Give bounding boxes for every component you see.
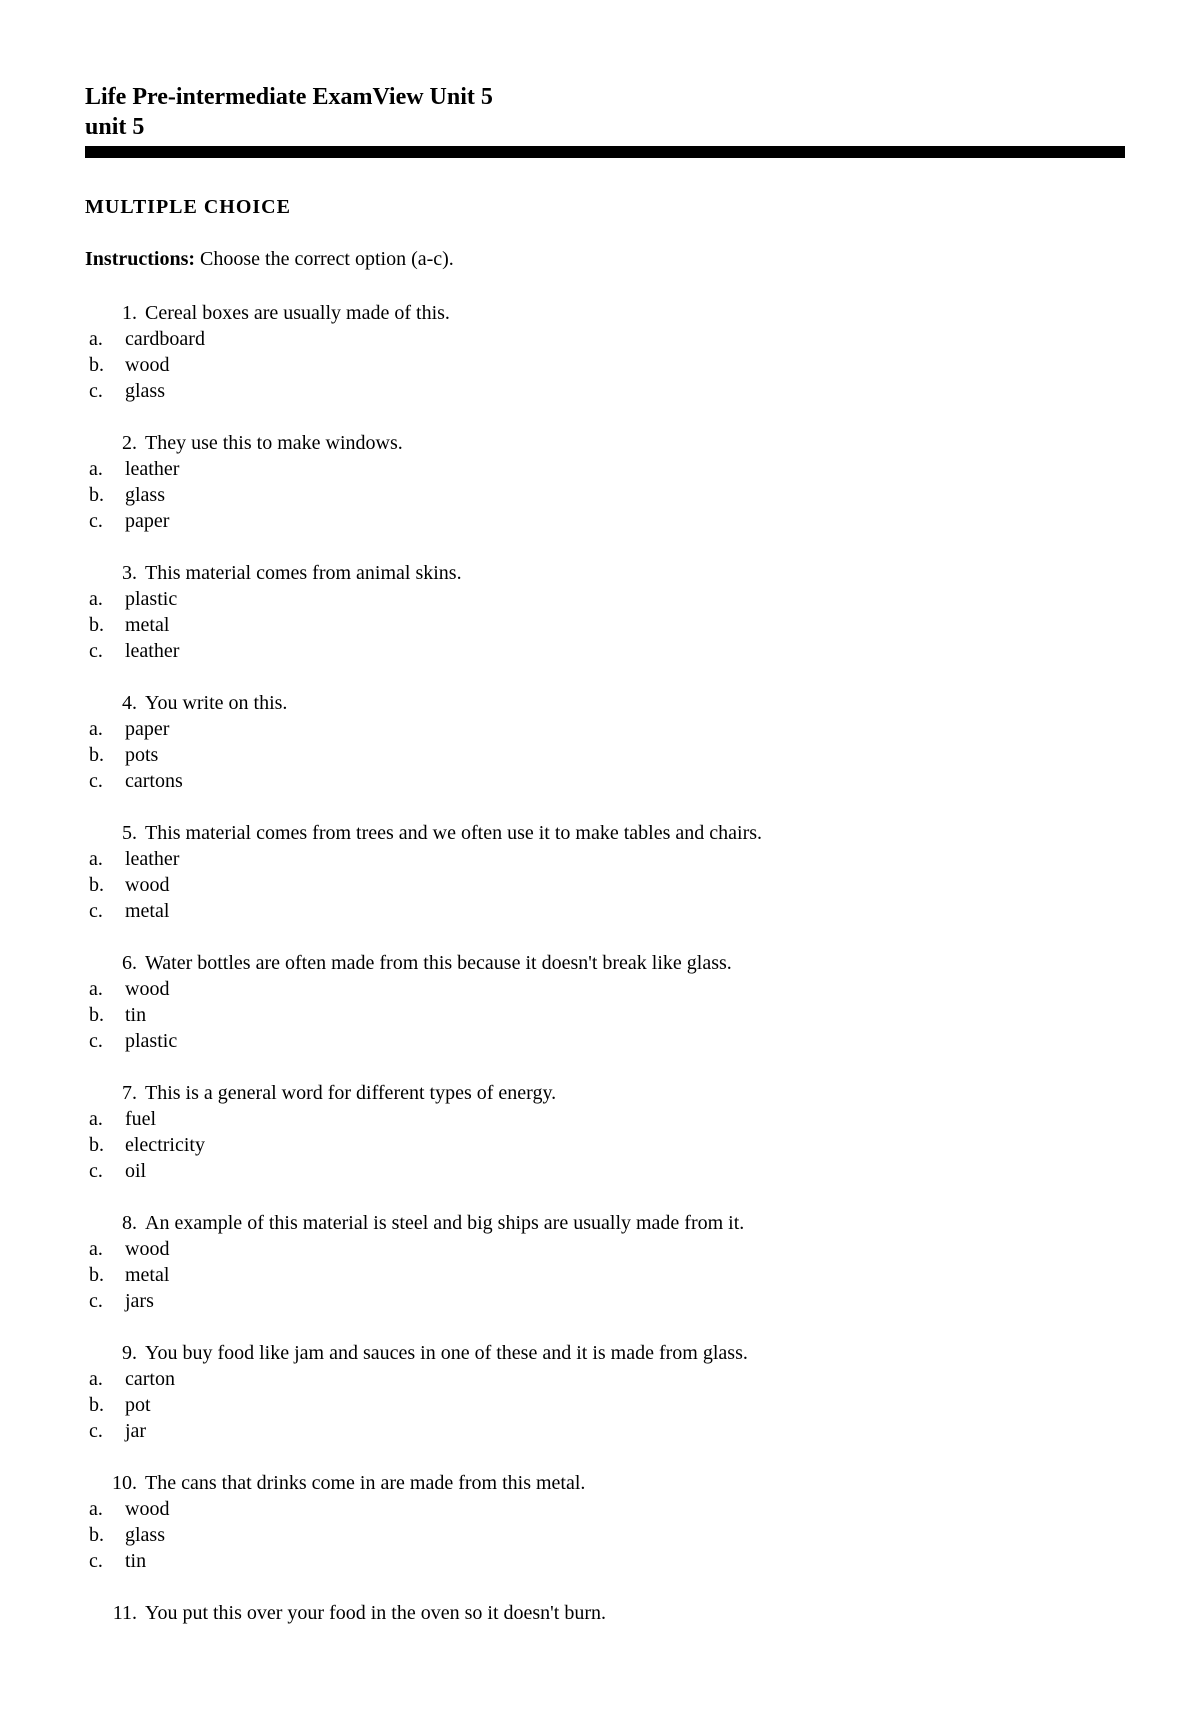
question-stem xyxy=(85,1470,1125,1496)
option-letter: c. xyxy=(89,770,103,792)
option-letter: c. xyxy=(89,380,103,402)
answer-option xyxy=(85,742,1125,768)
option-text: glass xyxy=(125,484,165,506)
instructions-label: Instructions: xyxy=(85,248,196,270)
question-item xyxy=(85,1080,1125,1210)
option-letter: c. xyxy=(89,900,103,922)
option-text: leather xyxy=(125,640,180,662)
answer-option xyxy=(85,846,1125,872)
answer-option xyxy=(85,1262,1125,1288)
question-stem xyxy=(85,300,1125,326)
option-letter: a. xyxy=(89,588,103,610)
option-letter: c. xyxy=(89,1420,103,1442)
question-number: 11. xyxy=(112,1602,137,1624)
option-text: tin xyxy=(125,1550,147,1572)
question-stem xyxy=(85,1210,1125,1236)
answer-option xyxy=(85,482,1125,508)
question-number: 7. xyxy=(122,1082,137,1104)
option-letter: b. xyxy=(89,874,104,896)
question-stem xyxy=(85,690,1125,716)
answer-option xyxy=(85,1522,1125,1548)
option-letter: b. xyxy=(89,744,104,766)
question-item xyxy=(85,1600,1125,1730)
option-letter: a. xyxy=(89,1498,103,1520)
option-letter: a. xyxy=(89,1108,103,1130)
answer-option xyxy=(85,1288,1125,1314)
option-letter: c. xyxy=(89,510,103,532)
section-heading: MULTIPLE CHOICE xyxy=(85,196,291,218)
header-rule xyxy=(85,146,1125,158)
document-header xyxy=(85,82,493,142)
question-text: An example of this material is steel and big ships are usually made from it. xyxy=(145,1212,745,1234)
option-text: wood xyxy=(125,1238,170,1260)
question-text: This material comes from animal skins. xyxy=(145,562,462,584)
question-number: 5. xyxy=(122,822,137,844)
option-text: paper xyxy=(125,510,170,532)
question-item xyxy=(85,1470,1125,1600)
question-stem xyxy=(85,560,1125,586)
option-text: oil xyxy=(125,1160,147,1182)
answer-option xyxy=(85,1496,1125,1522)
instructions-text: Choose the correct option (a-c). xyxy=(200,248,454,270)
option-text: leather xyxy=(125,848,180,870)
option-letter: c. xyxy=(89,1550,103,1572)
question-number: 6. xyxy=(122,952,137,974)
question-item xyxy=(85,300,1125,430)
question-stem xyxy=(85,1600,1125,1626)
answer-option xyxy=(85,768,1125,794)
option-text: paper xyxy=(125,718,170,740)
option-letter: b. xyxy=(89,1004,104,1026)
question-stem xyxy=(85,820,1125,846)
option-letter: a. xyxy=(89,328,103,350)
option-letter: b. xyxy=(89,354,104,376)
option-letter: a. xyxy=(89,848,103,870)
option-text: fuel xyxy=(125,1108,157,1130)
option-text: wood xyxy=(125,978,170,1000)
option-letter: a. xyxy=(89,1238,103,1260)
question-number: 8. xyxy=(122,1212,137,1234)
answer-option xyxy=(85,716,1125,742)
answer-option xyxy=(85,456,1125,482)
option-text: pots xyxy=(125,744,159,766)
option-text: pot xyxy=(125,1394,151,1416)
option-text: jar xyxy=(125,1420,147,1442)
option-text: tin xyxy=(125,1004,147,1026)
answer-option xyxy=(85,1548,1125,1574)
option-text: carton xyxy=(125,1368,175,1390)
question-item xyxy=(85,560,1125,690)
question-text: This is a general word for different types of energy. xyxy=(145,1082,557,1104)
option-letter: c. xyxy=(89,640,103,662)
answer-option xyxy=(85,378,1125,404)
answer-option xyxy=(85,1132,1125,1158)
answer-option xyxy=(85,612,1125,638)
answer-option xyxy=(85,1392,1125,1418)
question-item xyxy=(85,950,1125,1080)
option-letter: c. xyxy=(89,1030,103,1052)
option-letter: c. xyxy=(89,1160,103,1182)
question-text: Water bottles are often made from this because it doesn't break like glass. xyxy=(145,952,732,974)
question-number: 2. xyxy=(122,432,137,454)
option-text: jars xyxy=(125,1290,154,1312)
question-item xyxy=(85,820,1125,950)
option-text: wood xyxy=(125,874,170,896)
answer-option xyxy=(85,352,1125,378)
question-number: 1. xyxy=(122,302,137,324)
option-letter: c. xyxy=(89,1290,103,1312)
question-text: Cereal boxes are usually made of this. xyxy=(145,302,450,324)
instructions xyxy=(85,248,454,271)
option-text: glass xyxy=(125,380,165,402)
answer-option xyxy=(85,1418,1125,1444)
answer-option xyxy=(85,898,1125,924)
option-text: cartons xyxy=(125,770,183,792)
option-letter: b. xyxy=(89,1134,104,1156)
option-letter: b. xyxy=(89,614,104,636)
option-text: glass xyxy=(125,1524,165,1546)
question-item xyxy=(85,690,1125,820)
question-number: 9. xyxy=(122,1342,137,1364)
question-item xyxy=(85,1210,1125,1340)
question-text: They use this to make windows. xyxy=(145,432,403,454)
option-text: metal xyxy=(125,614,170,636)
option-text: electricity xyxy=(125,1134,205,1156)
option-text: metal xyxy=(125,1264,170,1286)
question-text: You write on this. xyxy=(145,692,288,714)
answer-option xyxy=(85,586,1125,612)
answer-option xyxy=(85,1366,1125,1392)
question-item xyxy=(85,1340,1125,1470)
option-text: plastic xyxy=(125,588,178,610)
question-stem xyxy=(85,950,1125,976)
question-number: 10. xyxy=(112,1472,137,1494)
option-letter: b. xyxy=(89,1394,104,1416)
question-text: You put this over your food in the oven so it doesn't burn. xyxy=(145,1602,606,1624)
answer-option xyxy=(85,638,1125,664)
answer-option xyxy=(85,976,1125,1002)
question-list xyxy=(85,300,1125,1730)
document-subtitle: unit 5 xyxy=(85,114,145,140)
answer-option xyxy=(85,1028,1125,1054)
option-text: wood xyxy=(125,1498,170,1520)
option-text: metal xyxy=(125,900,170,922)
question-text: The cans that drinks come in are made from this metal. xyxy=(145,1472,586,1494)
question-text: You buy food like jam and sauces in one of these and it is made from glass. xyxy=(145,1342,748,1364)
question-number: 4. xyxy=(122,692,137,714)
question-stem xyxy=(85,1340,1125,1366)
answer-option xyxy=(85,1158,1125,1184)
option-letter: a. xyxy=(89,978,103,1000)
option-letter: b. xyxy=(89,1264,104,1286)
option-text: plastic xyxy=(125,1030,178,1052)
option-letter: a. xyxy=(89,1368,103,1390)
option-text: cardboard xyxy=(125,328,205,350)
option-letter: b. xyxy=(89,484,104,506)
document-title: Life Pre-intermediate ExamView Unit 5 xyxy=(85,84,493,110)
option-letter: a. xyxy=(89,718,103,740)
option-text: wood xyxy=(125,354,170,376)
answer-option xyxy=(85,1236,1125,1262)
option-letter: b. xyxy=(89,1524,104,1546)
question-item xyxy=(85,430,1125,560)
answer-option xyxy=(85,326,1125,352)
option-letter: a. xyxy=(89,458,103,480)
question-number: 3. xyxy=(122,562,137,584)
answer-option xyxy=(85,1002,1125,1028)
answer-option xyxy=(85,508,1125,534)
question-text: This material comes from trees and we often use it to make tables and chairs. xyxy=(145,822,763,844)
answer-option xyxy=(85,872,1125,898)
option-text: leather xyxy=(125,458,180,480)
question-stem xyxy=(85,1080,1125,1106)
answer-option xyxy=(85,1106,1125,1132)
question-stem xyxy=(85,430,1125,456)
